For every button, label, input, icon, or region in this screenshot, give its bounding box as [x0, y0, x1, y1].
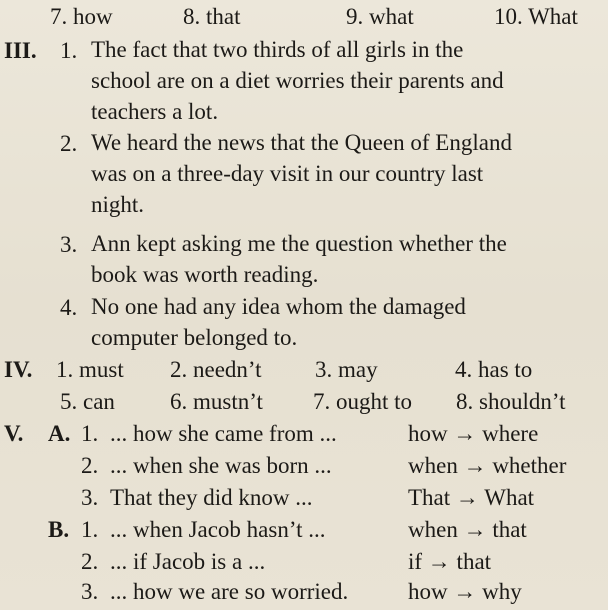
sentence-answer: No one had any idea whom the damaged computer belonged to. — [91, 294, 466, 350]
section-heading: IV. — [4, 357, 33, 382]
error-excerpt: ... if Jacob is a ... — [110, 549, 266, 574]
error-item: 3. — [81, 579, 99, 604]
error-excerpt: ... how she came from ... — [110, 421, 337, 446]
answer-item: 9. what — [346, 4, 414, 29]
error-excerpt: ... when she was born ... — [110, 453, 332, 478]
answer-item: 1. must — [56, 357, 124, 382]
error-excerpt: ... how we are so worried. — [110, 579, 349, 604]
correction: when → that — [408, 517, 527, 542]
item-number: 2. — [60, 131, 78, 156]
sentence-answer: The fact that two thirds of all girls in the school are on a diet worries their parents and teachers a lot. — [91, 37, 504, 124]
answer-item: 8. shouldn’t — [456, 389, 566, 414]
sentence-answer: We heard the news that the Queen of England was on a three-day visit in our country last night. — [91, 130, 512, 217]
correction: when → whether — [408, 453, 567, 478]
correction: how → where — [408, 421, 539, 446]
answer-item: 5. can — [60, 389, 115, 414]
error-excerpt: That they did know ... — [110, 485, 313, 510]
sentence-answer: Ann kept asking me the question whether the book was worth reading. — [91, 231, 507, 287]
answer-item: 10. What — [494, 4, 578, 29]
error-item: 3. — [81, 485, 99, 510]
correction: if → that — [408, 549, 492, 574]
correction: how → why — [408, 579, 522, 604]
error-item: 2. — [81, 453, 99, 478]
error-excerpt: ... when Jacob hasn’t ... — [110, 517, 326, 542]
answer-item: 3. may — [315, 357, 378, 382]
answer-item: 6. mustn’t — [170, 389, 263, 414]
error-item: 1. — [81, 421, 99, 446]
error-item: 2. — [81, 549, 99, 574]
section-heading: V. — [4, 421, 24, 446]
item-number: 4. — [60, 295, 78, 320]
answer-item: 4. has to — [455, 357, 533, 382]
subsection-label: A. — [48, 421, 71, 446]
subsection-label: B. — [48, 517, 70, 542]
answer-item: 7. ought to — [313, 389, 413, 414]
section-heading: III. — [4, 38, 37, 63]
error-item: 1. — [81, 517, 99, 542]
correction: That → What — [408, 485, 535, 510]
item-number: 1. — [60, 38, 78, 63]
item-number: 3. — [60, 232, 78, 257]
answer-item: 7. how — [50, 4, 113, 29]
answer-item: 2. needn’t — [170, 357, 262, 382]
answer-item: 8. that — [183, 4, 241, 29]
